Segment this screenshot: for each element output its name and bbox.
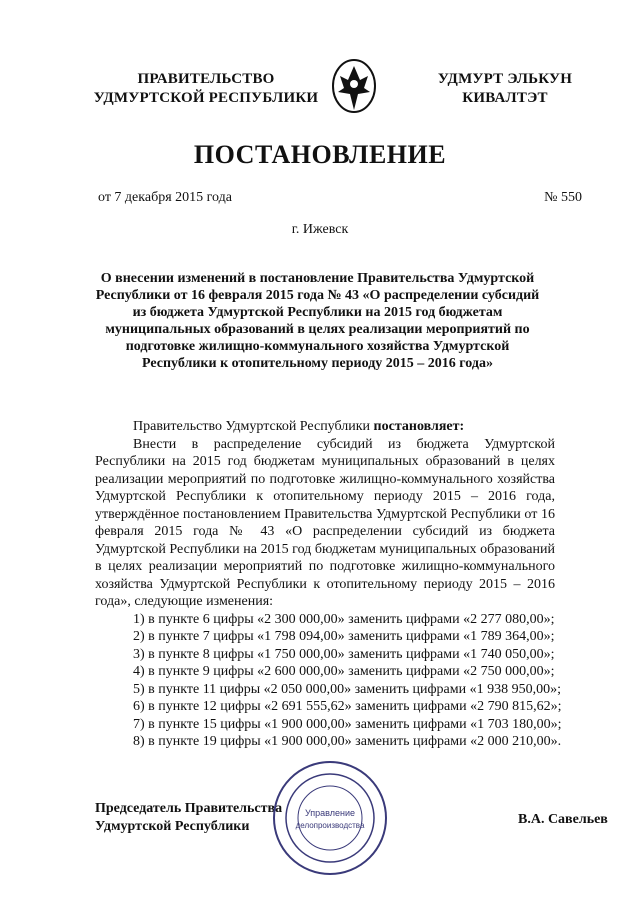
- main-paragraph: Внести в распределение субсидий из бюджета Удмуртской Республики на 2015 год бюджетам муниципальных образований в целях реализации мероприятий по подготовке жилищно-коммунального хозяйства Удмуртской Республики к отопительному периоду 2015 – 2016 года, утверждённое постановлением Правительства Удмуртской Республики от 16 февраля 2015 года № 43 «О распределении субсидий из бюджета Удмуртской Республики на 2015 год бюджетам муниципальных образований в целях реализации мероприятий по подготовке жилищно-коммунального хозяйства Удмуртской Республики к отопительному периоду 2015 – 2016 года», следующие изменения:: [95, 436, 555, 609]
- header-left-line2: УДМУРТСКОЙ РЕСПУБЛИКИ: [93, 90, 319, 106]
- amendment-item: 2) в пункте 7 цифры «1 798 094,00» заменить цифрами «1 789 364,00»;: [133, 629, 555, 644]
- intro-bold: постановляет:: [373, 419, 465, 434]
- stamp-inner-line2: делопроизводства: [295, 821, 365, 830]
- document-subject: О внесении изменений в постановление Правительства Удмуртской Республики от 16 февраля 2015 года № 43 «О распределении субсидий из бюджета Удмуртской Республики на 2015 год бюджетам муниципальных образований в целях реализации мероприятий по подготовке жилищно-коммунального хозяйства Удмуртской Республики к отопительному периоду 2015 – 2016 года»: [95, 271, 540, 371]
- intro-plain: Правительство Удмуртской Республики: [133, 419, 374, 434]
- amendment-item: 1) в пункте 6 цифры «2 300 000,00» заменить цифрами «2 277 080,00»;: [133, 611, 555, 627]
- document-date: от 7 декабря 2015 года: [98, 190, 232, 205]
- stamp-outer-ring: [274, 762, 386, 874]
- stamp-inner-line1: Управление: [304, 808, 356, 818]
- header-left-line1: ПРАВИТЕЛЬСТВО: [137, 71, 275, 87]
- intro-line: [95, 418, 555, 436]
- header-right-line1: УДМУРТ ЭЛЬКУН: [437, 71, 573, 87]
- signature-position: [95, 800, 282, 836]
- document-title: ПОСТАНОВЛЕНИЕ: [193, 140, 447, 169]
- amendment-item: 5) в пункте 11 цифры «2 050 000,00» заменить цифрами «1 938 950,00»;: [133, 681, 561, 697]
- signature-position-line1: Председатель Правительства: [95, 801, 283, 816]
- header-left: [88, 70, 324, 108]
- signature-name: В.А. Савельев: [518, 812, 608, 827]
- stamp-inner-ring: [286, 774, 374, 862]
- amendment-item: 6) в пункте 12 цифры «2 691 555,62» заменить цифрами «2 790 815,62»;: [133, 699, 562, 714]
- signature-position-line2: Удмуртской Республики: [95, 819, 250, 834]
- header-right: [430, 70, 580, 108]
- document-number: № 550: [544, 190, 582, 205]
- document-body: [95, 418, 562, 751]
- header-right-line2: КИВАЛТЭТ: [462, 90, 548, 106]
- amendment-item: 7) в пункте 15 цифры «1 900 000,00» заменить цифрами «1 703 180,00»;: [133, 716, 562, 732]
- document-city: г. Ижевск: [291, 222, 349, 237]
- amendments-list: [95, 611, 562, 751]
- coat-of-arms-icon: [330, 58, 378, 118]
- amendment-item: 3) в пункте 8 цифры «1 750 000,00» заменить цифрами «1 740 050,00»;: [133, 646, 555, 662]
- amendment-item: 8) в пункте 19 цифры «1 900 000,00» заменить цифрами «2 000 210,00».: [133, 734, 562, 749]
- stamp-seal: [270, 758, 390, 878]
- amendment-item: 4) в пункте 9 цифры «2 600 000,00» заменить цифрами «2 750 000,00»;: [133, 664, 555, 679]
